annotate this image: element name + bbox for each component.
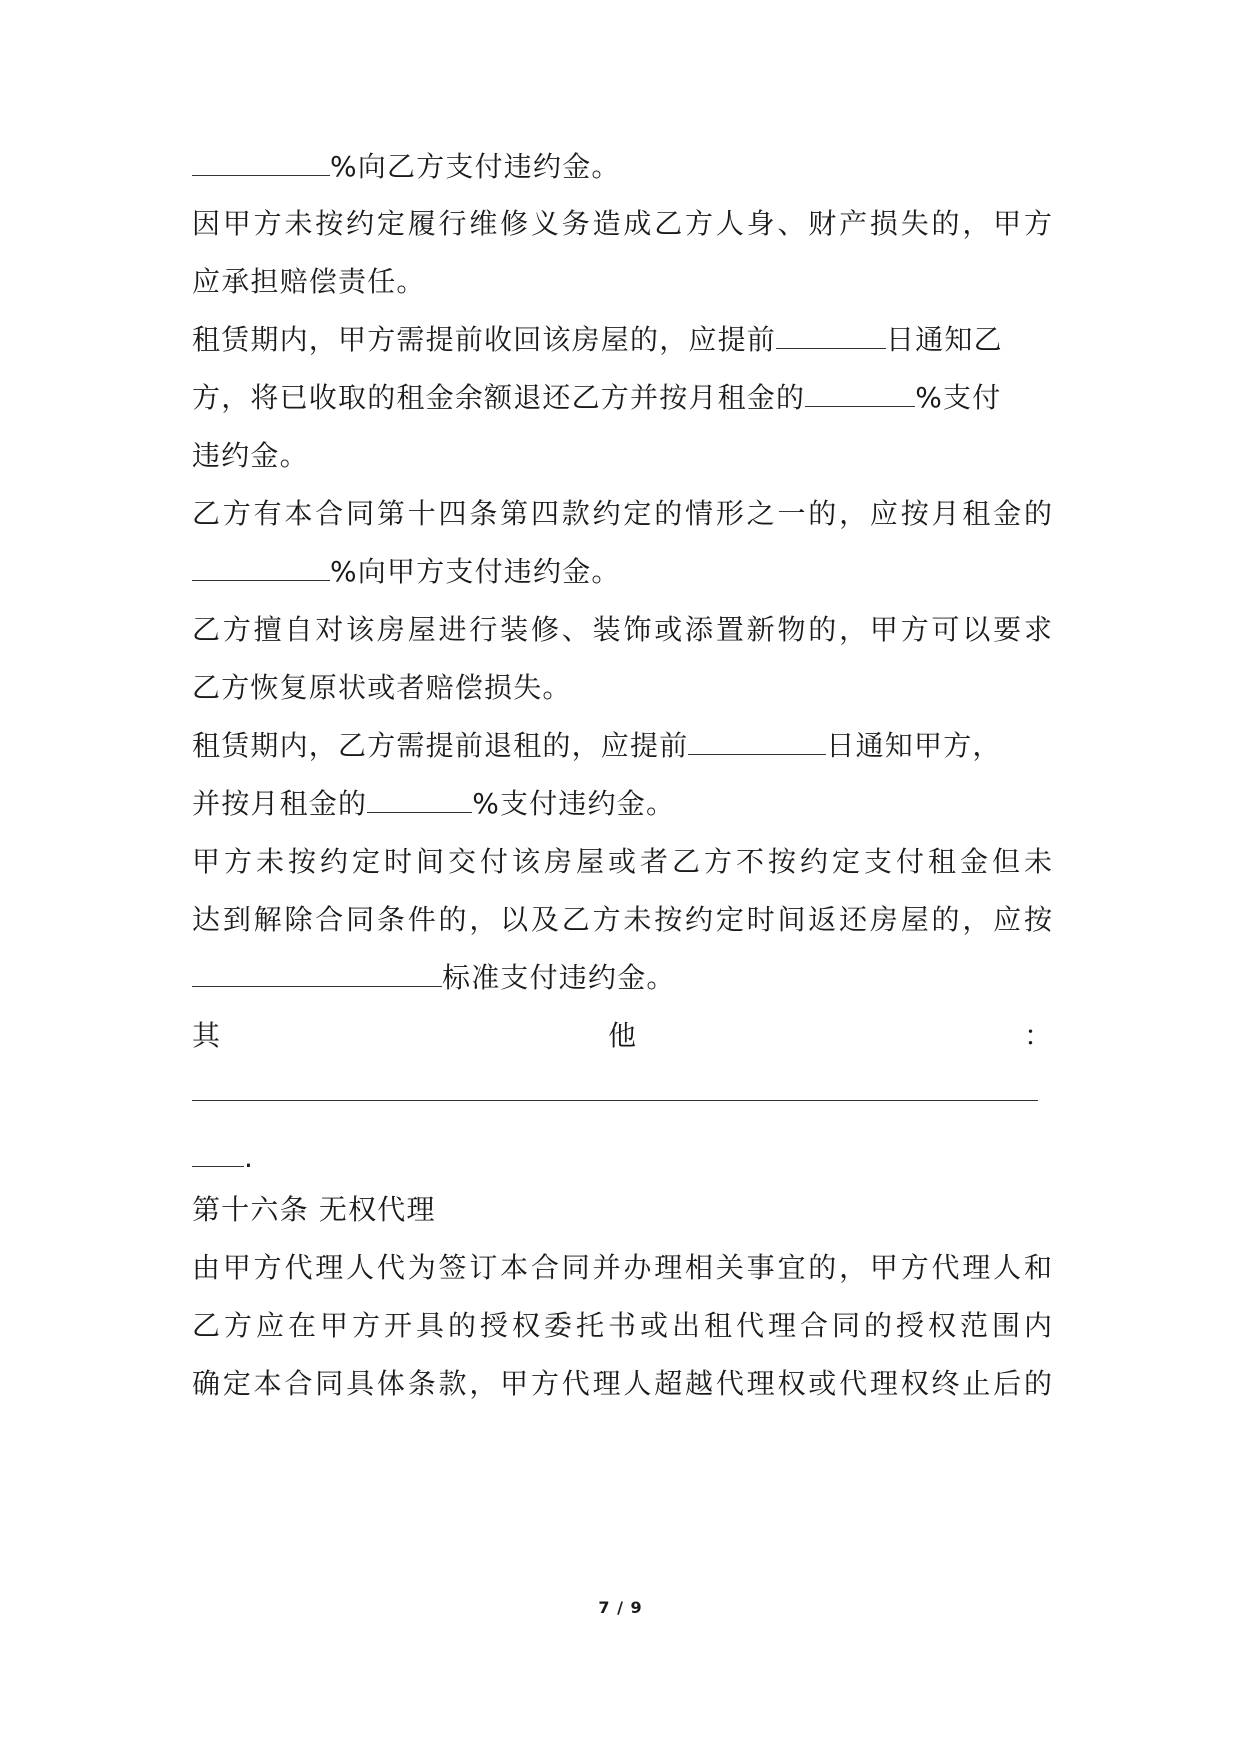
text-line — [192, 378, 1052, 418]
text-line — [192, 726, 1052, 766]
text-line: 违约金。 — [192, 439, 309, 472]
text-segment: 租赁期内，甲方需提前收回该房屋的，应提前 — [192, 323, 777, 356]
text-line: 确定本合同具体条款，甲方代理人超越代理权或代理权终止后的 — [192, 1367, 1052, 1400]
text-segment: 标准支付违约金。 — [442, 961, 676, 994]
fill-blank — [688, 726, 826, 755]
fill-blank — [805, 378, 915, 407]
text-line: 因甲方未按约定履行维修义务造成乙方人身、财产损失的，甲方 — [192, 207, 1052, 240]
text-line: 达到解除合同条件的，以及乙方未按约定时间返还房屋的，应按 — [192, 903, 1052, 936]
fill-blank — [192, 958, 442, 987]
text-line: 乙方恢复原状或者赔偿损失。 — [192, 671, 572, 704]
text-segment: 并按月租金的 — [192, 787, 368, 820]
fill-blank-long — [192, 1100, 1038, 1101]
text-line — [192, 958, 1052, 998]
text-line: 应承担赔偿责任。 — [192, 265, 426, 298]
text-segment: %向甲方支付违约金。 — [330, 555, 621, 588]
fill-blank — [192, 147, 330, 176]
text-line — [192, 784, 1052, 824]
fill-blank — [192, 552, 330, 581]
text-segment: %支付 — [915, 381, 1002, 414]
text-line — [192, 1138, 1052, 1178]
text-line — [192, 147, 1052, 187]
text-line — [192, 320, 1052, 360]
fill-blank — [367, 784, 472, 813]
text-segment: 租赁期内，乙方需提前退租的，应提前 — [192, 729, 689, 762]
text-segment: %支付违约金。 — [472, 787, 676, 820]
text-segment: 日通知甲方， — [826, 729, 1002, 762]
article-heading: 第十六条 无权代理 — [192, 1193, 436, 1226]
fill-blank — [192, 1138, 244, 1167]
text-segment: ： — [1023, 1019, 1052, 1052]
text-line: 乙方应在甲方开具的授权委托书或出租代理合同的授权范围内 — [192, 1309, 1052, 1342]
text-segment: 日通知乙 — [886, 323, 1003, 356]
text-segment: 其 — [192, 1019, 221, 1052]
text-line — [192, 552, 1052, 592]
text-segment: %向乙方支付违约金。 — [330, 150, 621, 183]
text-segment: 方，将已收取的租金余额退还乙方并按月租金的 — [192, 381, 806, 414]
other-terms-line — [192, 1016, 1052, 1056]
text-segment: 他 — [607, 1019, 636, 1052]
text-line: 甲方未按约定时间交付该房屋或者乙方不按约定支付租金但未 — [192, 845, 1052, 878]
text-line: 乙方擅自对该房屋进行装修、装饰或添置新物的，甲方可以要求 — [192, 613, 1052, 646]
text-line: 由甲方代理人代为签订本合同并办理相关事宜的，甲方代理人和 — [192, 1251, 1052, 1284]
page-number: 7 / 9 — [598, 1598, 643, 1617]
text-line: 乙方有本合同第十四条第四款约定的情形之一的，应按月租金的 — [192, 497, 1052, 530]
fill-blank — [776, 320, 886, 349]
text-segment: . — [244, 1141, 255, 1174]
